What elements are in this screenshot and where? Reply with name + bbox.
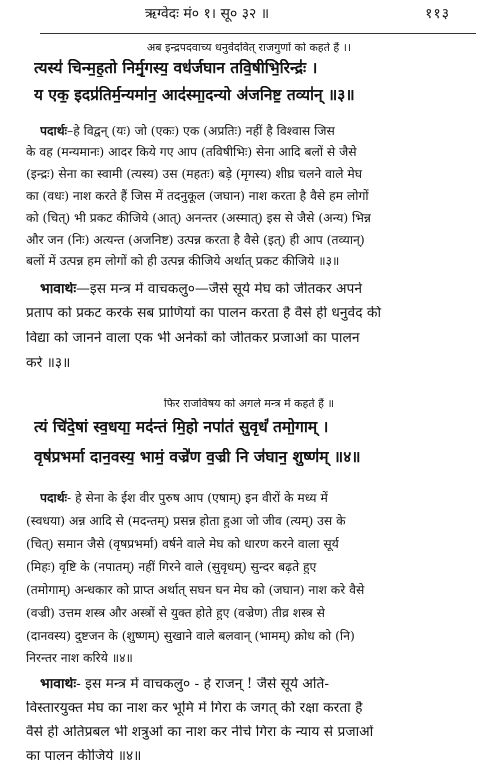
section1-padartha-line-2: के वह (मन्यमानः) आदर किये गए आप (तविषीभिः) सेना आदि बलों से जैसे <box>26 145 357 159</box>
section1-mantra-line-2: य एक॒ इदप्र॑तिर्म॒न्यमा॑न॒ आद॑स्मा॒दन्यो अ॑जनिष्ट॒ तव्या॑न् ॥३॥ <box>34 86 355 104</box>
section1-padartha-line-4: का (वधः) नाश करते हैं जिस में तदनुकूल (जघान) नाश करता है वैसे हम लोगों <box>26 189 369 203</box>
section2-mantra-line-2: वृष॑प्रभर्मा दान॒वस्य॒ भामं॒ वज्रे॑ण व॒ज्री नि ज॑घान॒ शुष्ण॑म् ॥४॥ <box>34 448 361 466</box>
section1-intro: अब इन्द्रपदवाच्य धनुर्वेदवित् राजगुणों को कहते हैं ।। <box>146 42 352 54</box>
section2-bhavartha-line-3: वैसे ही अतिप्रबल भी शत्रुओं का नाश कर नीचे गिरा के न्याय से प्रजाओं <box>26 725 374 740</box>
padartha-text: - हे सेना के ईश वीर पुरुष आप (एषाम्) इन वीरों के मध्य में <box>67 491 328 505</box>
header-rule <box>40 33 476 34</box>
bhavartha-text: —इस मन्त्र में वाचकलु०—जैसे सूर्य मेघ को जीतकर अपने <box>76 282 363 297</box>
section1-padartha-line-1 <box>40 124 480 138</box>
section2-padartha-line-1 <box>40 491 480 505</box>
padartha-label: पदार्थः <box>40 491 68 505</box>
section1-padartha-line-7: बलों में उत्पन्न हम लोगों को ही उत्पन्न कीजिये अर्थात् प्रकट कीजिये ॥३॥ <box>26 254 340 268</box>
section1-padartha-line-3: (इन्द्रः) सेना का स्वामी (त्यस्य) उस (महतः) बड़े (मृगस्य) शीघ्र चलने वाले मेघ <box>26 167 363 181</box>
section1-mantra-line-1: त्यस्य॑ चिन्म॒ह॒तो निर्मृ॒गस्य॒ वध॑र्जघान तवि॒षीभि॒रिन्द्रः॑ । <box>34 59 318 77</box>
padartha-text: –हे विद्वन् (यः) जो (एकः) एक (अप्रतिः) नहीं है विश्वास जिस <box>67 124 335 138</box>
padartha-label: पदार्थः <box>40 124 68 138</box>
section2-bhavartha-line-4: का पालन कीजिये ॥४॥ <box>26 749 142 764</box>
section1-bhavartha-line-1 <box>40 282 480 298</box>
section2-padartha-line-4: (मिहः) वृष्टि के (नपातम्) नहीं गिरने वाले (सुवृधम्) सुन्दर बढ़ते हुए <box>26 560 317 574</box>
page-header <box>40 6 480 28</box>
section2-padartha-line-3: (चित्) समान जैसे (वृषप्रभर्मा) वर्षने वाले मेघ को धारण करने वाला सूर्य <box>26 537 339 551</box>
section2-padartha-line-8: निरन्तर नाश करिये ॥४॥ <box>26 651 133 665</box>
section2-bhavartha-line-1 <box>40 677 480 693</box>
section2-intro: फिर राजविषय को अगले मन्त्र में कहते हैं ॥ <box>163 398 335 410</box>
page-header-title: ऋग्वेदः मं० १। सू० ३२ ॥ <box>145 6 270 22</box>
page-number: ११३ <box>425 6 450 22</box>
section1-bhavartha-line-4: करे ॥३॥ <box>26 356 71 371</box>
section2-padartha-line-7: (दानवस्य) दुष्टजन के (शुष्णम्) सुखाने वाले बलवान् (भामम्) क्रोध को (नि) <box>26 629 355 643</box>
section1-padartha-line-6: और जन (निः) अत्यन्त (अजनिष्ट) उत्पन्न करता है वैसे (इत्) ही आप (तव्यान्) <box>26 233 365 247</box>
section2-padartha-line-5: (तमोगाम्) अन्धकार को प्राप्त अर्थात् सघन घन मेघ को (जघान) नाश करे वैसे <box>26 583 365 597</box>
section2-padartha-line-6: (वज्री) उत्तम शस्त्र और अस्त्रों से युक्त होते हुए (वज्रेण) तीव्र शस्त्र से <box>26 606 325 620</box>
bhavartha-text: - इस मन्त्र में वाचकलु० - हे राजन् ! जैसे सूर्य अति- <box>76 677 330 692</box>
section2-bhavartha-line-2: विस्तारयुक्त मेघ का नाश कर भूमि में गिरा के जगत् की रक्षा करता है <box>26 701 363 716</box>
bhavartha-label: भावार्थः <box>40 677 77 692</box>
section2-padartha-line-2: (स्वधया) अन्न आदि से (मदन्तम्) प्रसन्न होता हुआ जो जीव (त्यम्) उस के <box>26 514 346 528</box>
section1-padartha-line-5: को (चित्) भी प्रकट कीजिये (आत्) अनन्तर (अस्मात्) इस से जैसे (अन्य) भिन्न <box>26 211 371 225</box>
bhavartha-label: भावार्थः <box>40 282 77 297</box>
section1-bhavartha-line-2: प्रताप को प्रकट करके सब प्राणियों का पालन करता है वैसे ही धनुर्वेद की <box>26 306 382 321</box>
section2-mantra-line-1: त्यं चि॑दे॒षां स्व॒धया॒ मद॑न्तं मि॒हो नपा॑तं सु॒वृधं॑ तमो॒गाम् । <box>34 418 329 436</box>
section1-bhavartha-line-3: विद्या को जानने वाला एक भी अनेकों को जीतकर प्रजाओं का पालन <box>26 331 360 346</box>
